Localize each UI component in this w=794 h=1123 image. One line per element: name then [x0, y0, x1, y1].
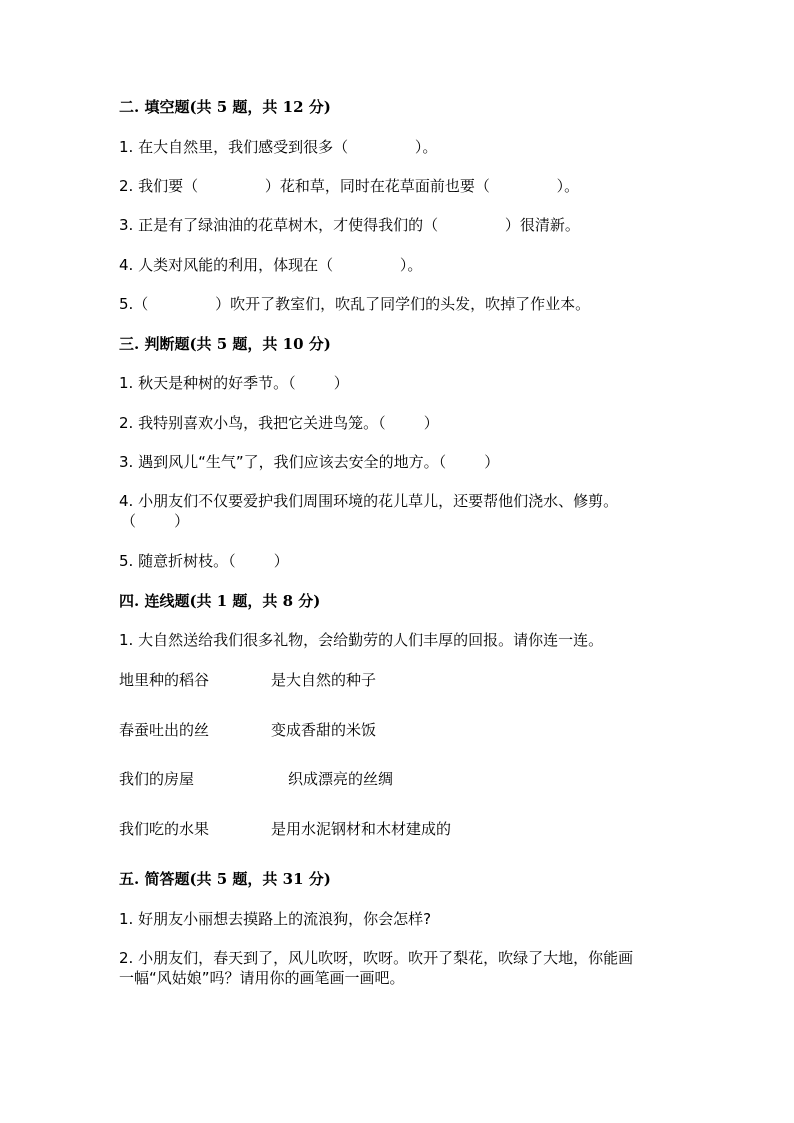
- judge-question-1: 1. 秋天是种树的好季节。（ ）: [119, 374, 349, 392]
- judge-question-2: 2. 我特别喜欢小鸟，我把它关进鸟笼。（ ）: [119, 414, 439, 432]
- match-left-item: 我们吃的水果: [119, 820, 210, 838]
- fill-question-5: 5.（ ）吹开了教室们，吹乱了同学们的头发，吹掉了作业本。: [119, 295, 591, 313]
- section-heading-short: 五. 简答题(共 5 题，共 31 分): [119, 870, 331, 888]
- section-heading-fill: 二. 填空题(共 5 题，共 12 分): [119, 98, 331, 116]
- judge-question-4: 4. 小朋友们不仅要爱护我们周围环境的花儿草儿，还要帮他们浇水、修剪。: [119, 492, 619, 510]
- fill-question-2: 2. 我们要（ ）花和草，同时在花草面前也要（ ）。: [119, 177, 580, 195]
- match-question-1: 1. 大自然送给我们很多礼物，会给勤劳的人们丰厚的回报。请你连一连。: [119, 631, 604, 649]
- match-left-item: 我们的房屋: [119, 770, 195, 788]
- match-right-item: 是大自然的种子: [271, 671, 377, 689]
- match-left-item: 春蚕吐出的丝: [119, 721, 210, 739]
- fill-question-4: 4. 人类对风能的利用，体现在（ ）。: [119, 256, 423, 274]
- short-question-2-line2: 一幅“风姑娘”吗？请用你的画笔画一画吧。: [119, 969, 405, 987]
- section-heading-match: 四. 连线题(共 1 题，共 8 分): [119, 592, 321, 610]
- judge-question-5: 5. 随意折树枝。（ ）: [119, 552, 289, 570]
- fill-question-1: 1. 在大自然里，我们感受到很多（ ）。: [119, 138, 438, 156]
- match-right-item: 织成漂亮的丝绸: [288, 770, 394, 788]
- short-question-1: 1. 好朋友小丽想去摸路上的流浪狗，你会怎样?: [119, 910, 432, 928]
- fill-question-3: 3. 正是有了绿油油的花草树木，才使得我们的（ ）很清新。: [119, 216, 580, 234]
- judge-question-3: 3. 遇到风儿“生气”了，我们应该去安全的地方。（ ）: [119, 453, 500, 471]
- match-right-item: 是用水泥钢材和木材建成的: [271, 820, 452, 838]
- match-left-item: 地里种的稻谷: [119, 671, 210, 689]
- match-right-item: 变成香甜的米饭: [271, 721, 377, 739]
- short-question-2-line1: 2. 小朋友们，春天到了，风儿吹呀，吹呀。吹开了梨花，吹绿了大地，你能画: [119, 949, 634, 967]
- section-heading-judge: 三. 判断题(共 5 题，共 10 分): [119, 335, 331, 353]
- judge-question-4-blank: （ ）: [121, 512, 190, 530]
